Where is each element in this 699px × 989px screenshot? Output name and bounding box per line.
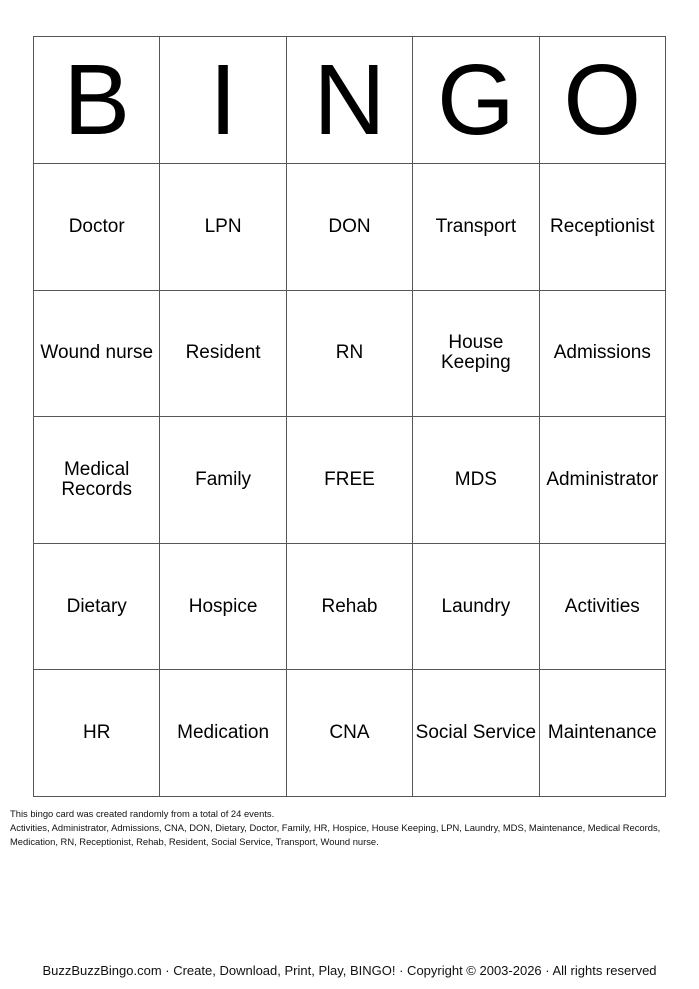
bingo-cell-label: RN — [335, 342, 364, 364]
card-info — [10, 807, 680, 849]
bingo-cell — [286, 290, 412, 417]
bingo-cell-label: Medication — [177, 722, 270, 744]
card-summary: This bingo card was created randomly from a total of 24 events. — [10, 808, 275, 819]
bingo-cell-label: FREE — [324, 468, 375, 490]
bingo-row — [34, 543, 666, 670]
page-footer: BuzzBuzzBingo.com · Create, Download, Print, Play, BINGO! · Copyright © 2003-2026 · All rights reserved — [42, 963, 657, 978]
bingo-cell-label: Hospice — [188, 595, 258, 617]
bingo-cell — [160, 417, 286, 544]
bingo-cell — [413, 417, 539, 544]
bingo-cell — [160, 164, 286, 291]
bingo-cell-label: Wound nurse — [40, 342, 154, 364]
bingo-cell — [34, 164, 160, 291]
bingo-cell-label: LPN — [204, 215, 242, 237]
bingo-card — [33, 36, 666, 797]
bingo-cell-label: Activities — [564, 595, 640, 617]
bingo-cell-label: CNA — [329, 722, 370, 744]
bingo-cell — [286, 670, 412, 797]
bingo-cell-label: Rehab — [321, 595, 378, 617]
header-letter-g: G — [413, 37, 539, 164]
bingo-cell — [539, 417, 665, 544]
bingo-cell — [286, 164, 412, 291]
header-letter-n: N — [286, 37, 412, 164]
bingo-cell-label: House Keeping — [440, 332, 511, 374]
bingo-cell — [34, 543, 160, 670]
header-letter-i: I — [160, 37, 286, 164]
bingo-cell-label: Medical Records — [61, 458, 133, 500]
bingo-cell-label: Administrator — [546, 468, 659, 490]
bingo-cell — [34, 290, 160, 417]
bingo-row — [34, 164, 666, 291]
header-letter-o: O — [539, 37, 665, 164]
bingo-cell-label: Family — [195, 468, 252, 490]
bingo-cell-label: Doctor — [68, 215, 125, 237]
bingo-cell — [160, 543, 286, 670]
bingo-cell-label: MDS — [454, 468, 497, 490]
bingo-cell — [539, 290, 665, 417]
bingo-cell-label: Maintenance — [547, 722, 657, 744]
bingo-row — [34, 417, 666, 544]
bingo-cell — [413, 164, 539, 291]
bingo-cell-label: Admissions — [553, 342, 651, 364]
bingo-cell — [160, 670, 286, 797]
header-letter-b: B — [34, 37, 160, 164]
bingo-row — [34, 290, 666, 417]
bingo-cell — [539, 670, 665, 797]
bingo-cell-label: Social Service — [415, 722, 537, 744]
event-list: Activities, Administrator, Admissions, CNA, DON, Dietary, Doctor, Family, HR, Hospice, House Keeping, LPN, Laundry, MDS, Maintenance, Medical Records, Medication, RN, Receptionist, Rehab, Resident, Social Service, Transport, Wound nurse. — [10, 822, 661, 847]
bingo-cell — [286, 543, 412, 670]
bingo-cell — [34, 417, 160, 544]
bingo-cell-label: Receptionist — [550, 215, 655, 237]
bingo-cell — [539, 164, 665, 291]
bingo-cell — [413, 290, 539, 417]
bingo-row — [34, 670, 666, 797]
bingo-cell-label: Resident — [185, 342, 261, 364]
bingo-header-row — [34, 37, 666, 164]
bingo-cell — [413, 670, 539, 797]
bingo-cell-label: Laundry — [441, 595, 511, 617]
bingo-cell-label: Dietary — [66, 595, 127, 617]
bingo-cell-label: DON — [328, 215, 371, 237]
bingo-cell — [34, 670, 160, 797]
bingo-cell — [413, 543, 539, 670]
bingo-cell — [160, 290, 286, 417]
bingo-cell — [539, 543, 665, 670]
bingo-cell-label: Transport — [435, 215, 517, 237]
bingo-free-cell — [286, 417, 412, 544]
bingo-cell-label: HR — [82, 722, 111, 744]
